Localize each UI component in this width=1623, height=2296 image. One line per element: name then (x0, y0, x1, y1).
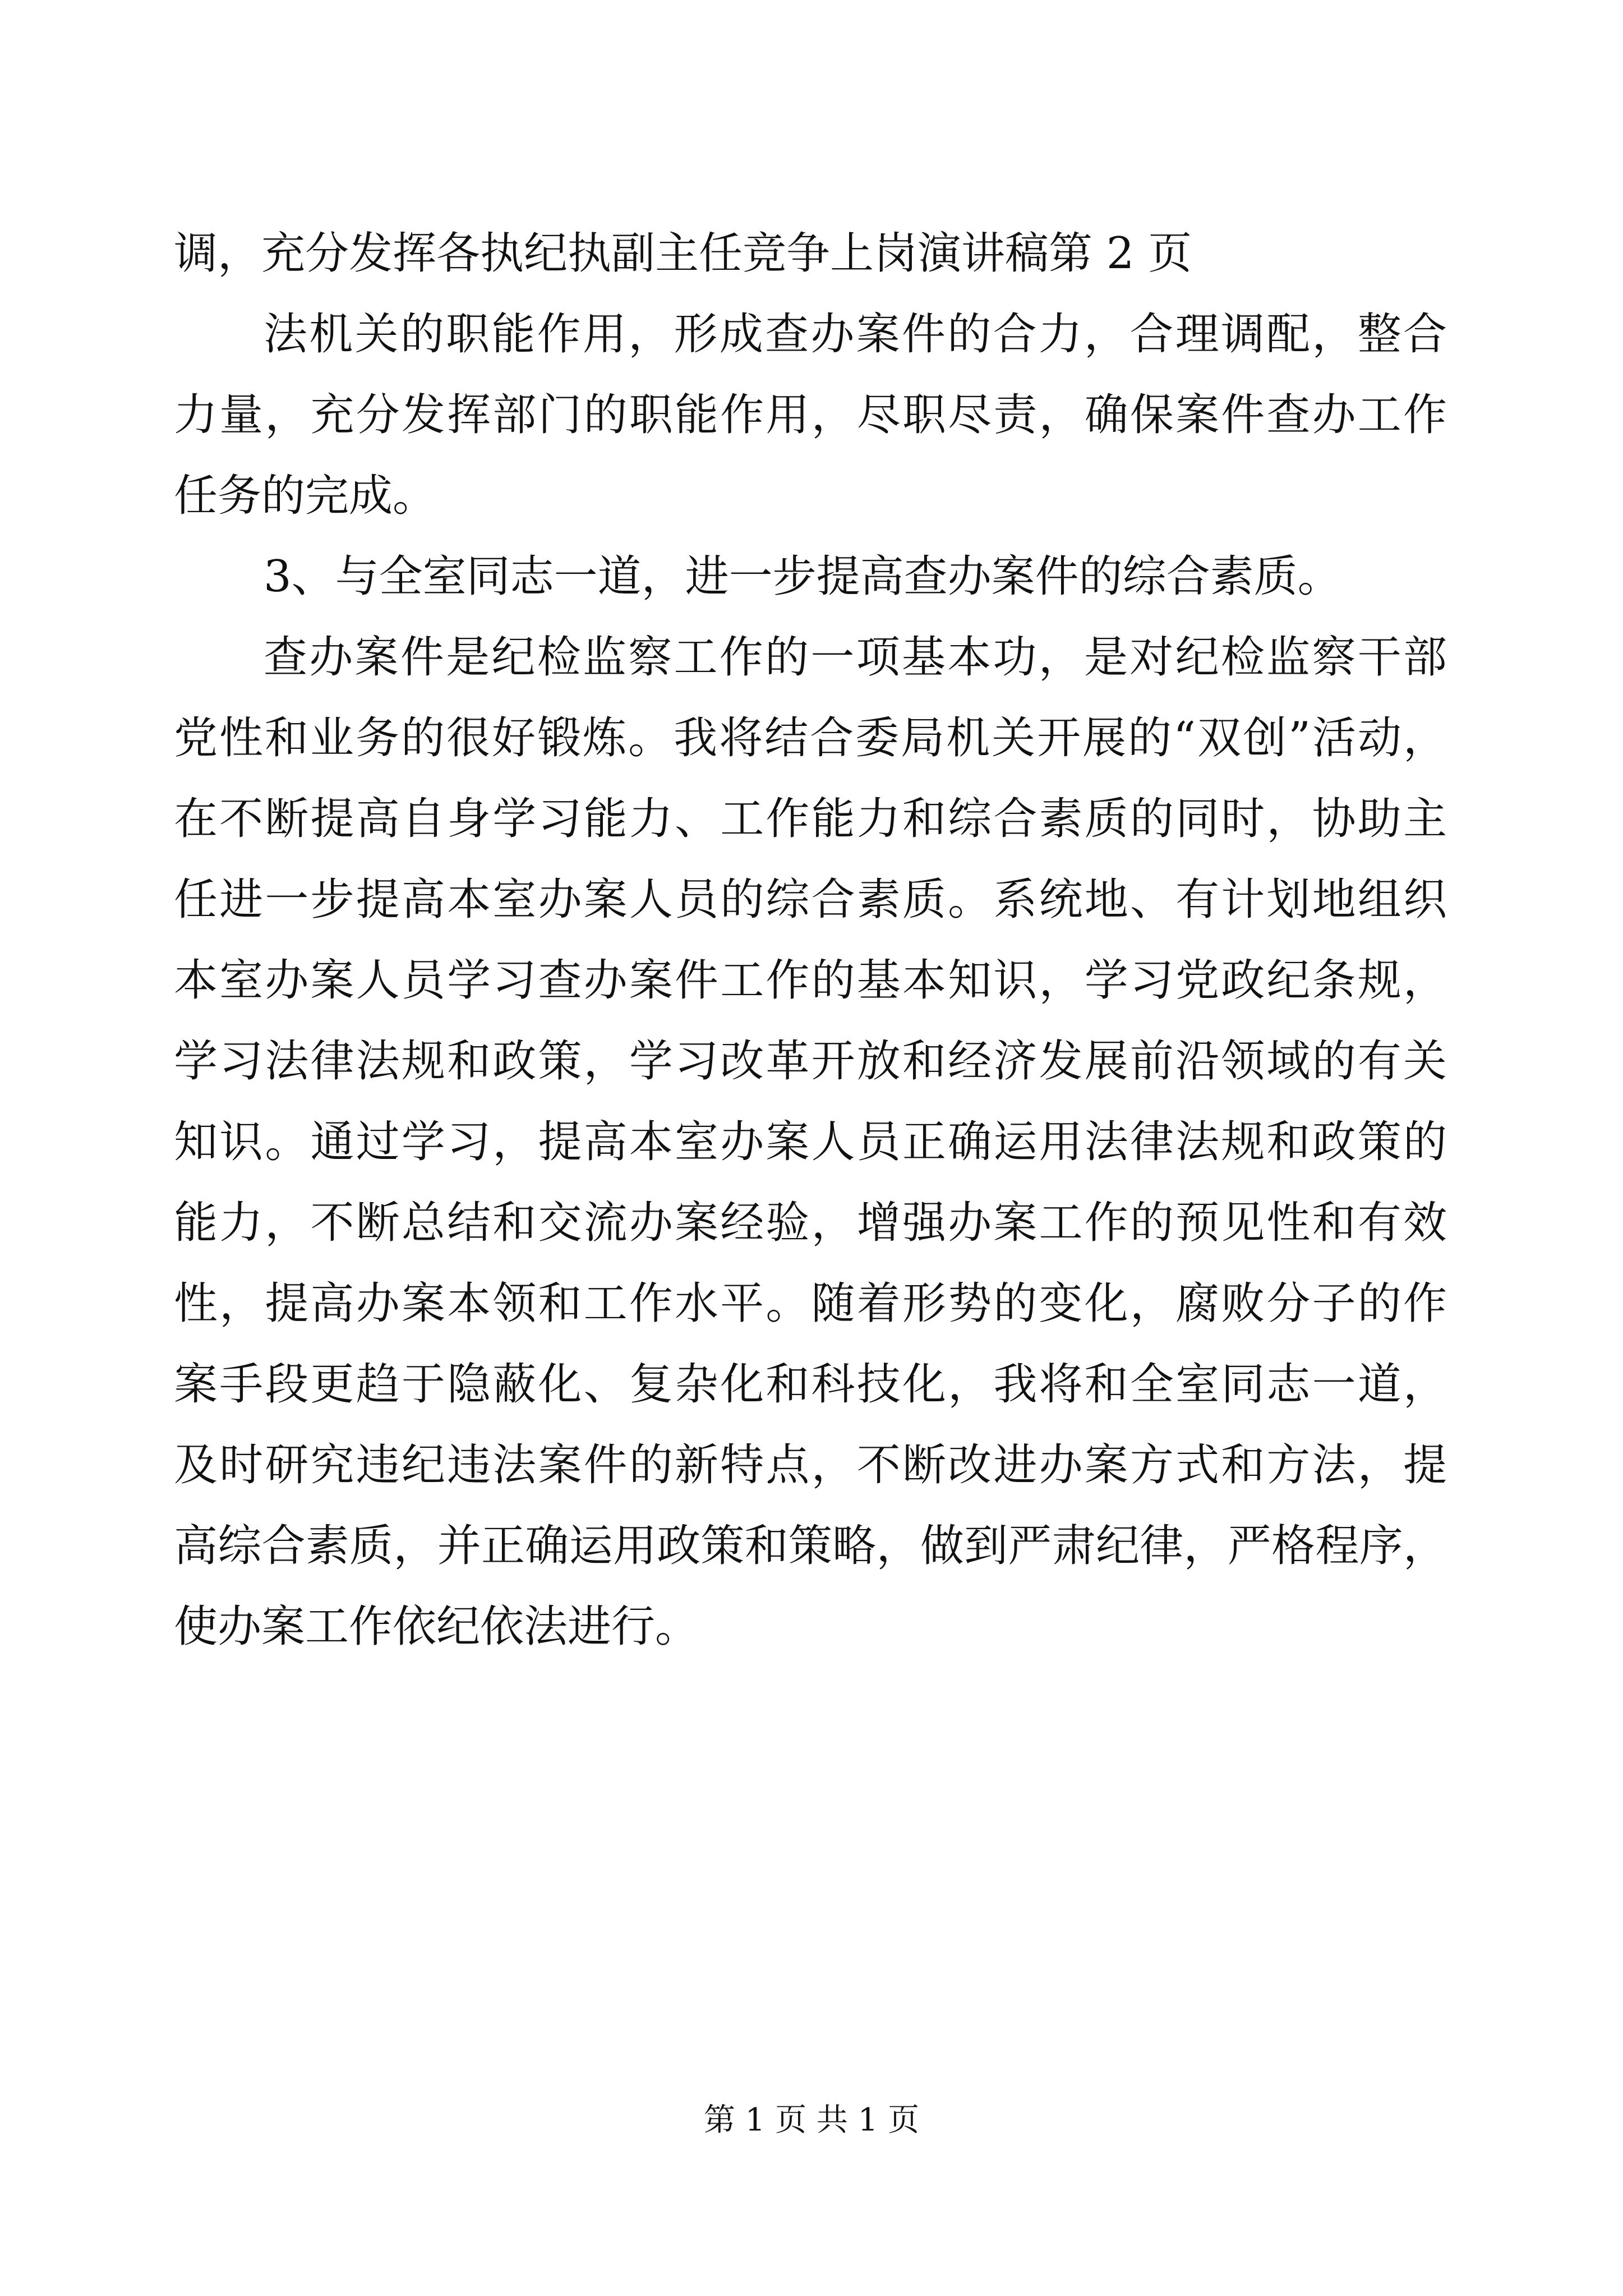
text-line-8: 在不断提高自身学习能力、工作能力和综合素质的同时，协助主 (174, 794, 1447, 844)
text-line-10: 本室办案人员学习查办案件工作的基本知识，学习党政纪条规， (174, 955, 1447, 1006)
text-line-17: 高综合素质，并正确运用政策和策略，做到严肃纪律，严格程序， (174, 1521, 1447, 1571)
text-line-13: 能力，不断总结和交流办案经验，增强办案工作的预见性和有效 (174, 1198, 1447, 1248)
text-line-11: 学习法律法规和政策，学习改革开放和经济发展前沿领域的有关 (174, 1036, 1447, 1087)
document-body (174, 213, 1447, 1667)
text-line-3: 力量，充分发挥部门的职能作用，尽职尽责，确保案件查办工作 (174, 390, 1447, 440)
text-line-2: 法机关的职能作用，形成查办案件的合力，合理调配，整合 (264, 309, 1447, 360)
page-footer (0, 2098, 1623, 2143)
text-line-12: 知识。通过学习，提高本室办案人员正确运用法律法规和政策的 (174, 1117, 1447, 1167)
text-line-6: 查办案件是纪检监察工作的一项基本功，是对纪检监察干部 (264, 632, 1447, 683)
text-line-15: 案手段更趋于隐蔽化、复杂化和科技化，我将和全室同志一道， (174, 1359, 1447, 1410)
text-line-18: 使办案工作依纪依法进行。 (174, 1602, 699, 1652)
text-line-4: 任务的完成。 (174, 471, 437, 521)
text-line-16: 及时研究违纪违法案件的新特点，不断改进办案方式和方法，提 (174, 1440, 1447, 1490)
text-line-7: 党性和业务的很好锻炼。我将结合委局机关开展的“双创”活动， (174, 713, 1447, 763)
text-line-1: 调，充分发挥各执纪执副主任竞争上岗演讲稿第 2 页 (174, 228, 1192, 279)
text-line-9: 任进一步提高本室办案人员的综合素质。系统地、有计划地组织 (174, 875, 1447, 925)
page-number-label: 第 1 页 共 1 页 (703, 2102, 920, 2138)
text-line-5: 3、与全室同志一道，进一步提高查办案件的综合素质。 (264, 551, 1341, 602)
text-line-14: 性，提高办案本领和工作水平。随着形势的变化，腐败分子的作 (174, 1278, 1447, 1329)
